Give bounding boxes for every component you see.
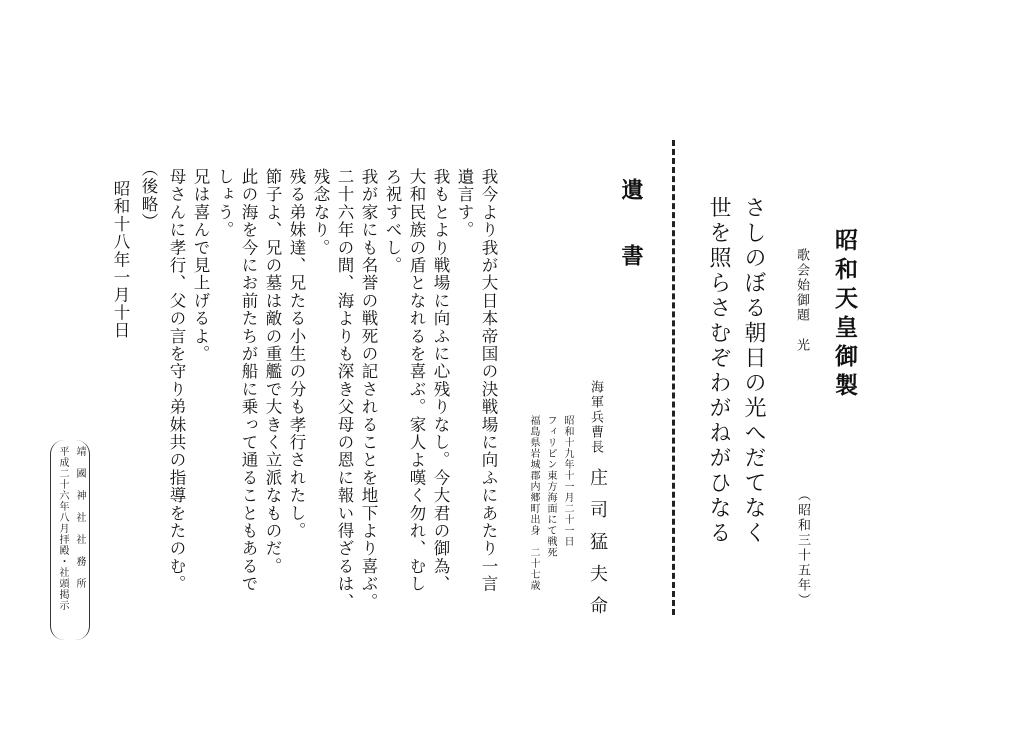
poem-line-2: 世を照らさむぞわがねがひなる — [706, 196, 731, 546]
author-origin: 福島県岩城郡内郷町出身 二十七歳 — [528, 415, 539, 591]
poem-year: （昭和三十五年） — [795, 488, 810, 608]
will-line: 我が家にも名誉の戦死の記されることを地下より喜ぶ。 — [359, 168, 378, 611]
author-rank: 海軍兵曹長 — [588, 380, 603, 455]
author-name: 庄司猛夫命 — [587, 468, 608, 628]
credit-shrine: 靖國神社社務所 — [74, 446, 85, 600]
will-line: 兄は喜んで見上げるよ。 — [191, 168, 210, 363]
will-line: 母さんに孝行、父の言を守り弟妹共の指導をたのむ。 — [167, 168, 186, 593]
will-line: 我もとより戦場に向ふに心残りなし。今大君の御為、 — [431, 168, 450, 593]
will-heading: 遺書 — [618, 178, 644, 310]
will-line: 我今より我が大日本帝国の決戦場に向ふにあたり一言 — [479, 168, 498, 593]
will-line: （後略） — [139, 160, 158, 231]
will-line: ろ祝すべし。 — [383, 168, 402, 275]
poem-line-1: さしのぼる朝日の光へだてなく — [741, 196, 766, 546]
will-line: 此の海を今にお前たちが船に乗って通ることもあるで — [239, 168, 258, 593]
death-place: フィリピン東方海面にて戦死 — [545, 415, 556, 558]
poem-title: 昭和天皇御製 — [831, 228, 858, 402]
death-date: 昭和十九年十一月二十一日 — [562, 415, 573, 547]
will-line: 遺言す。 — [455, 168, 474, 239]
section-divider — [672, 140, 675, 615]
will-line: 残る弟妹達、兄たる小生の分も孝行されたし。 — [287, 168, 306, 540]
credit-date: 平成二十六年八月拝殿・社頭掲示 — [57, 446, 68, 611]
will-line: 節子よ、兄の墓は敵の重艦で大きく立派なものだ。 — [263, 168, 282, 576]
will-date: 昭和十八年一月十日 — [111, 180, 130, 340]
will-line: 残念なり。 — [311, 168, 330, 257]
will-line: 大和民族の盾となれるを喜ぶ。家人よ嘆く勿れ、むし — [407, 168, 426, 593]
will-line: しょう。 — [215, 168, 234, 239]
poem-subtitle: 歌会始御題 光 — [794, 248, 809, 353]
will-line: 二十六年の間、海よりも深き父母の恩に報い得ざるは、 — [335, 168, 354, 611]
